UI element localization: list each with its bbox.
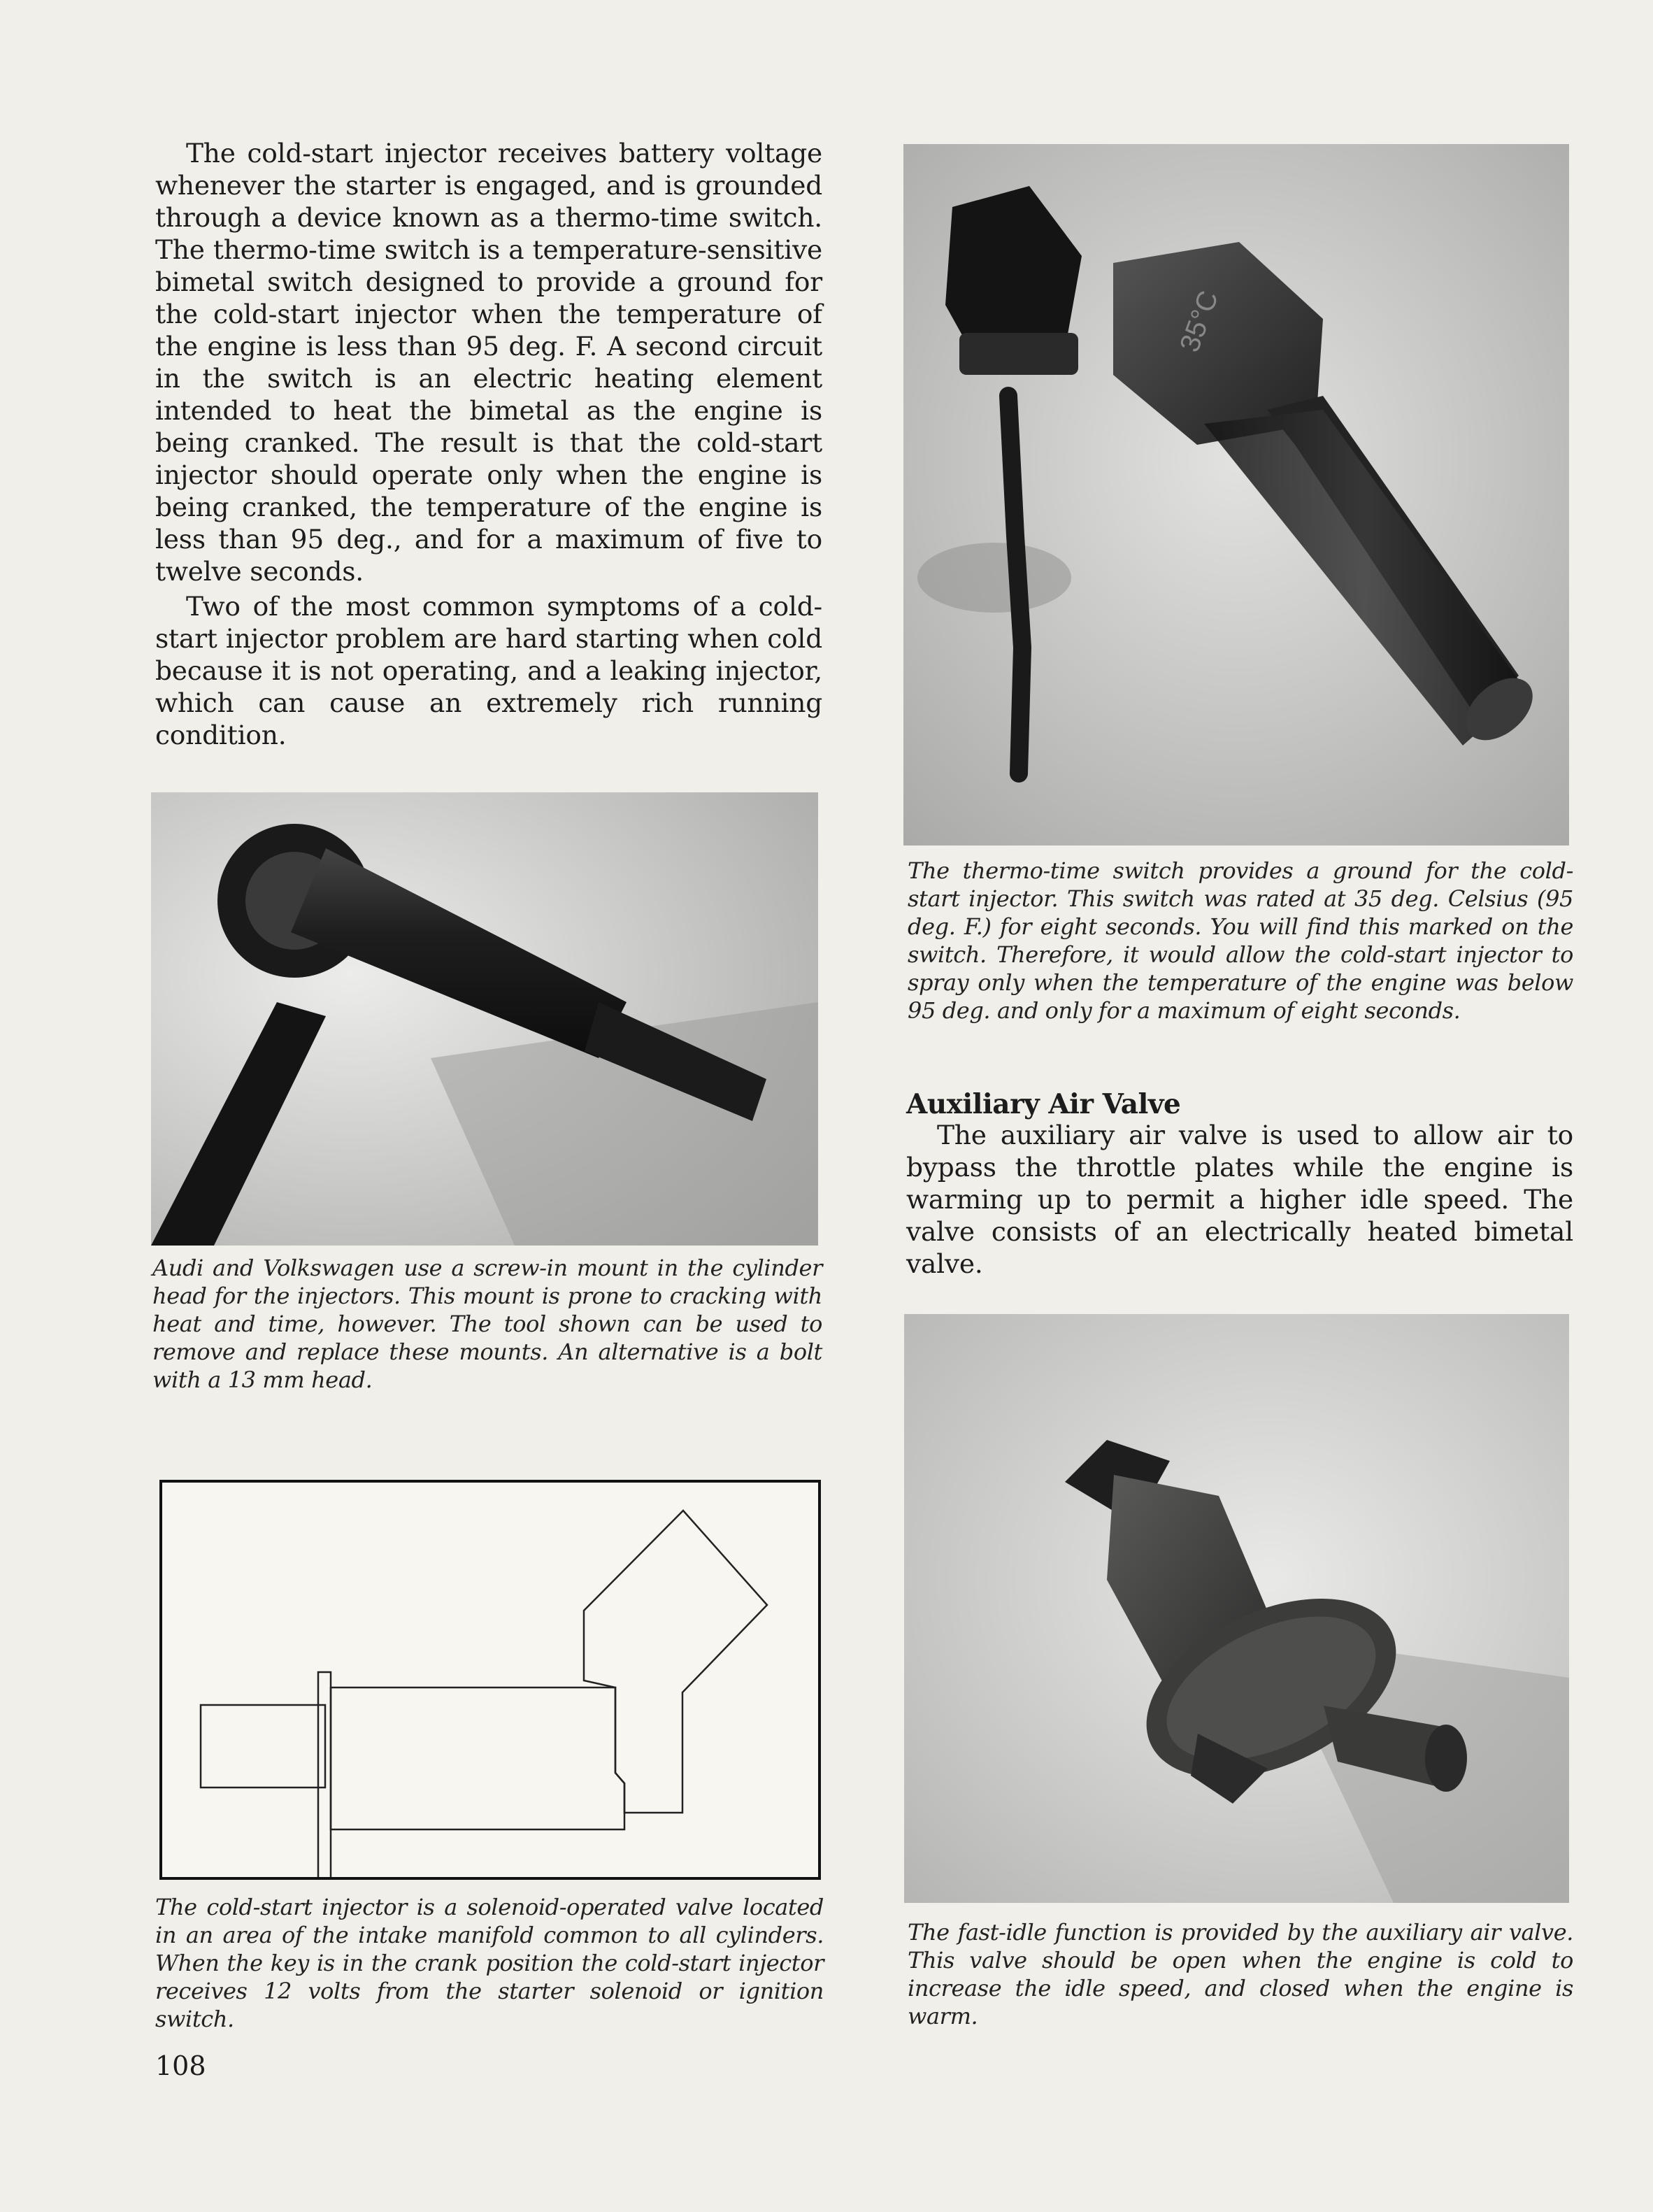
thermo-time-switch-caption: The thermo-time switch provides a ground for the cold-start injector. This switch was rated at 35 deg. Celsius (95 deg. F.) for eight seconds. You will find this marked on the switch. Therefore, it would allow the cold-start injector to spray only when the temperature of the engine was below 95 deg. and only for a maximum of eight seconds. [908,857,1573,1024]
injector-connector [584,1511,767,1813]
injector-body [331,1687,624,1829]
intro-text [155,137,822,751]
auxiliary-air-valve-text [906,1119,1573,1280]
auxiliary-air-valve-photo [904,1314,1569,1903]
auxiliary-air-valve-caption: The fast-idle function is provided by the auxiliary air valve. This valve should be open when the engine is cold to increase the idle speed, and closed when the engine is warm. [908,1919,1573,2029]
svg-text:35°C: 35°C [1174,287,1225,357]
page-number: 108 [155,2050,206,2081]
injector-nozzle [201,1705,325,1788]
auxiliary-air-valve-paragraph: The auxiliary air valve is used to allow air to bypass the throttle plates while the engine is warming up to permit a higher idle speed. The valve consists of an electrically heated bimetal valve. [906,1120,1573,1279]
mount-tool-caption: Audi and Volkswagen use a screw-in mount in the cylinder head for the injectors. This mount is prone to cracking with heat and time, however. The tool shown can be used to remove and replace these mounts. An alternative is a bolt with a 13 mm head. [152,1255,822,1393]
paragraph-thermo-time-switch: The cold-start injector receives battery voltage whenever the starter is engaged, and is grounded through a device known as a thermo-time switch. The thermo-time switch is a temperature-sensitive bimetal switch designed to provide a ground for the cold-start injector when the temperature of the engine is less than 95 deg. F. A second circuit in the switch is an electric heating element intended to heat the bimetal as the engine is being cranked. The result is that the cold-start injector should operate only when the engine is being cranked, the temperature of the engine is less than 95 deg., and for a maximum of five to twelve seconds. [155,138,822,587]
auxiliary-air-valve-heading: Auxiliary Air Valve [906,1088,1181,1120]
cold-start-injector-diagram [159,1480,821,1880]
paragraph-symptoms: Two of the most common symptoms of a cold-start injector problem are hard starting when cold because it is not operating, and a leaking injector, which can cause an extremely rich running condition. [155,591,822,750]
mount-tool-photo [151,792,818,1246]
thermo-time-switch-photo [903,144,1569,845]
cold-start-injector-caption: The cold-start injector is a solenoid-operated valve located in an area of the intake manifold common to all cylinders. When the key is in the crank position the cold-start injector receives 12 volts from the starter solenoid or ignition switch. [155,1894,824,2032]
injector-outline [201,1511,767,1877]
